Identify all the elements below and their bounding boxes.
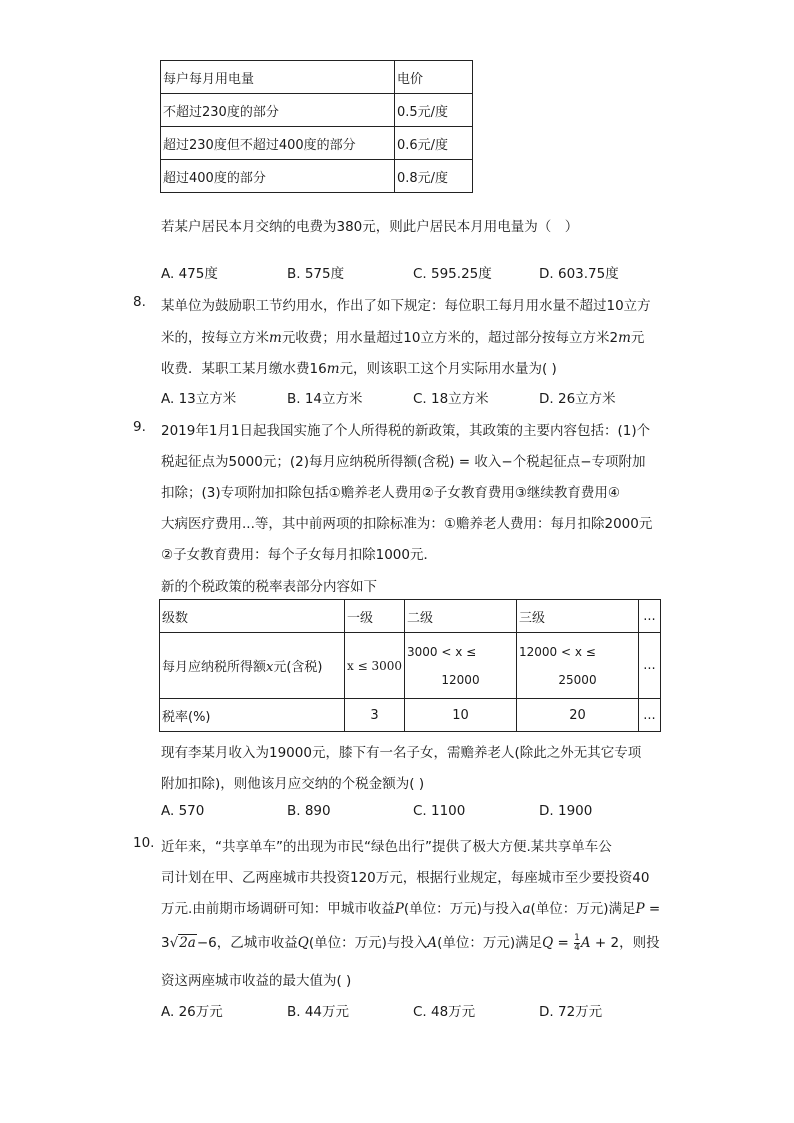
- q10-line-2: 司计划在甲、乙两座城市共投资120万元，根据行业规定，每座城市至少要投资40: [161, 870, 650, 886]
- q7-option-b: B. 575度: [287, 266, 345, 282]
- table-cell: 20: [517, 699, 639, 732]
- table-row: [160, 633, 661, 699]
- q9-line-3: 扣除；(3)专项附加扣除包括①赡养老人费用②子女教育费用③继续教育费用④: [161, 485, 621, 501]
- q8-option-d: D. 26立方米: [539, 391, 616, 407]
- table-header-price: 电价: [395, 61, 473, 94]
- q8-option-b: B. 14立方米: [287, 391, 363, 407]
- q8-option-a: A. 13立方米: [161, 391, 237, 407]
- q10-line-5: 资这两座城市收益的最大值为( ): [161, 973, 352, 989]
- table-cell: 0.5元/度: [395, 94, 473, 127]
- table-cell: 0.6元/度: [395, 127, 473, 160]
- table-cell: 二级: [405, 600, 517, 633]
- q9-line-1: 2019年1月1日起我国实施了个人所得税的新政策，其政策的主要内容包括：(1)个: [161, 423, 651, 439]
- tax-rate-table: [159, 599, 661, 732]
- q9-number: 9.: [133, 419, 146, 435]
- q8-line-2: 米的，按每立方米m元收费；用水量超过10立方米的，超过部分按每立方米2m元: [161, 330, 645, 346]
- q10-line-3: 万元.由前期市场调研可知：甲城市收益P(单位：万元)与投入a(单位：万元)满足P =: [161, 901, 661, 917]
- table-cell: 12000 < x ≤ 25000: [517, 633, 639, 699]
- table-cell: 0.8元/度: [395, 160, 473, 193]
- table-row: [160, 699, 661, 732]
- q9-option-c: C. 1100: [413, 803, 466, 819]
- table-cell: ...: [639, 633, 661, 699]
- q8-number: 8.: [133, 294, 146, 310]
- q10-option-b: B. 44万元: [287, 1004, 350, 1020]
- q10-line-4: 3√2a−6，乙城市收益Q(单位：万元)与投入A(单位：万元)满足Q = $\frac{1}{4}$ A + 2，则投: [161, 932, 660, 953]
- q7-option-a: A. 475度: [161, 266, 218, 282]
- q10-option-c: C. 48万元: [413, 1004, 476, 1020]
- table-row: [161, 127, 473, 160]
- table-row: [161, 61, 473, 94]
- q9-line-5: ②子女教育费用：每个子女每月扣除1000元．: [161, 547, 437, 563]
- table-cell: 级数: [160, 600, 345, 633]
- q9-option-d: D. 1900: [539, 803, 593, 819]
- q9-option-a: A. 570: [161, 803, 205, 819]
- table-cell: 3000 < x ≤ 12000: [405, 633, 517, 699]
- q10-number: 10.: [133, 835, 155, 851]
- table-cell: 税率(%): [160, 699, 345, 732]
- q9-line-4: 大病医疗费用...等，其中前两项的扣除标准为：①赡养老人费用：每月扣除2000元: [161, 516, 653, 532]
- table-cell: 一级: [345, 600, 405, 633]
- fraction: $\frac{1}{4}$: [574, 932, 580, 953]
- q8-line-1: 某单位为鼓励职工节约用水，作出了如下规定：每位职工每月用水量不超过10立方: [161, 298, 651, 314]
- table-row: [161, 160, 473, 193]
- q9-option-b: B. 890: [287, 803, 331, 819]
- table-cell: ...: [639, 699, 661, 732]
- table-cell: 每月应纳税所得额x元(含税): [160, 633, 345, 699]
- table-cell: ...: [639, 600, 661, 633]
- table-cell: 3: [345, 699, 405, 732]
- electricity-price-table: [160, 60, 473, 193]
- q9-line-2: 税起征点为5000元；(2)每月应纳税所得额(含税) = 收入−个税起征点−专项附加: [161, 454, 646, 470]
- q10-option-a: A. 26万元: [161, 1004, 223, 1020]
- table-header-usage: 每户每月用电量: [161, 61, 395, 94]
- q9-after-line-2: 附加扣除)，则他该月应交纳的个税金额为( ): [161, 776, 425, 792]
- q8-line-3: 收费．某职工某月缴水费16m元，则该职工这个月实际用水量为( ): [161, 361, 557, 377]
- table-row: [161, 94, 473, 127]
- table-cell: 超过230度但不超过400度的部分: [161, 127, 395, 160]
- q8-option-c: C. 18立方米: [413, 391, 489, 407]
- table-cell: x ≤ 3000: [345, 633, 405, 699]
- q10-line-1: 近年来，“共享单车”的出现为市民“绿色出行”提供了极大方便.某共享单车公: [161, 839, 612, 855]
- q7-option-c: C. 595.25度: [413, 266, 492, 282]
- table-cell: 不超过230度的部分: [161, 94, 395, 127]
- q7-stem: 若某户居民本月交纳的电费为380元，则此户居民本月用电量为（ ）: [161, 219, 579, 235]
- table-row: [160, 600, 661, 633]
- table-cell: 10: [405, 699, 517, 732]
- q9-after-line-1: 现有李某月收入为19000元，膝下有一名子女，需赡养老人(除此之外无其它专项: [161, 745, 642, 761]
- table-cell: 超过400度的部分: [161, 160, 395, 193]
- q10-option-d: D. 72万元: [539, 1004, 603, 1020]
- table-cell: 三级: [517, 600, 639, 633]
- q9-line-6: 新的个税政策的税率表部分内容如下: [161, 579, 377, 595]
- q7-option-d: D. 603.75度: [539, 266, 619, 282]
